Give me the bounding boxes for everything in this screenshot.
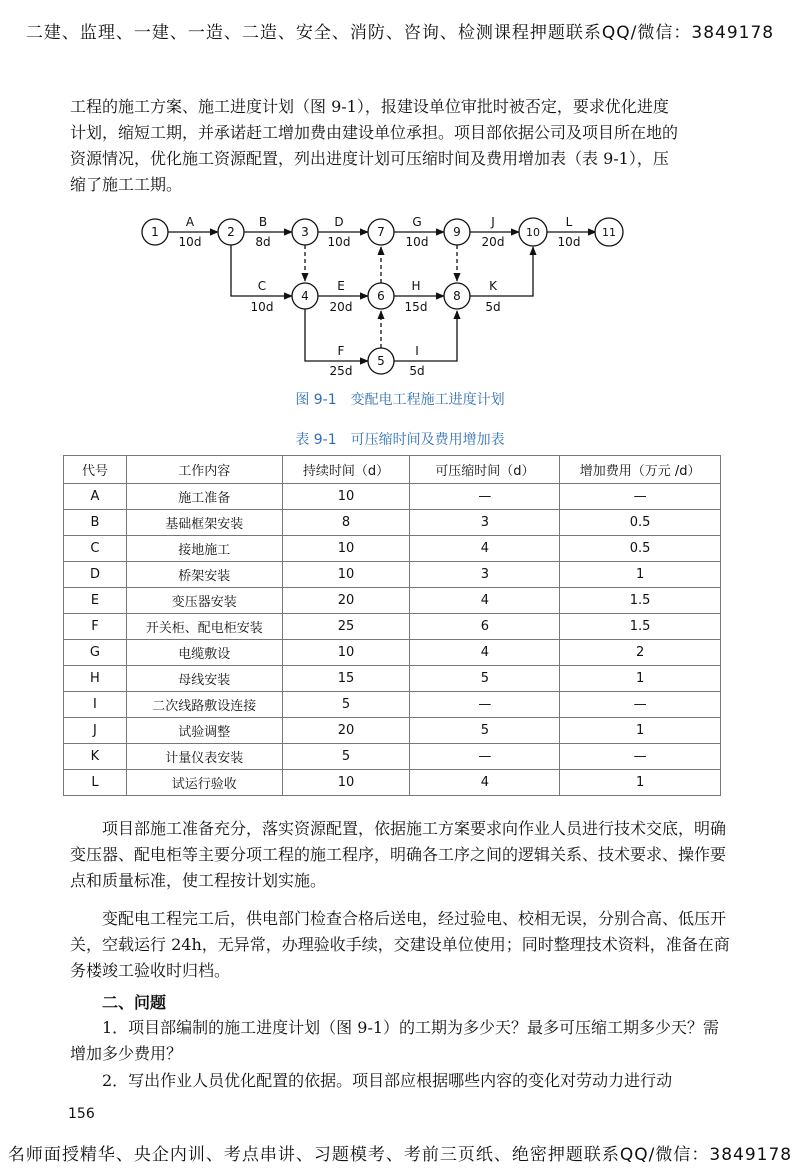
table-row [64,666,721,692]
table-cell: G [64,640,127,666]
table-cell: 5 [282,692,410,718]
column-header: 代号 [64,456,127,484]
node-label: 1 [151,225,159,239]
table-cell: 25 [282,614,410,640]
arrow-k [470,247,533,296]
table-cell: 5 [282,744,410,770]
activity-name: L [565,215,573,229]
table-cell: 3 [410,562,560,588]
activity-duration: 10d [178,235,202,249]
table-row [64,588,721,614]
table-cell: 0.5 [560,510,721,536]
table-cell: J [64,718,127,744]
table-cell: 6 [410,614,560,640]
table-cell: 15 [282,666,410,692]
table-cell: K [64,744,127,770]
table-body [64,484,721,796]
table-cell: 电缆敷设 [126,640,282,666]
table-cell: 接地施工 [126,536,282,562]
table-cell: 二次线路敷设连接 [126,692,282,718]
table-cell: — [410,484,560,510]
activity-name: I [415,344,419,358]
table-cell: 10 [282,770,410,796]
body-paragraph: 项目部施工准备充分，落实资源配置，依据施工方案要求向作业人员进行技术交底，明确变压器、配电柜等主要分项工程的施工程序，明确各工序之间的逻辑关系、技术要求、操作要点和质量标准，使工程按计划实施。 [70,819,727,890]
table-cell: 20 [282,588,410,614]
table-header-row [64,456,721,484]
activity-duration: 10d [405,235,429,249]
figure-caption: 图 9-1 变配电工程施工进度计划 [295,392,505,408]
node-label: 3 [301,225,309,239]
table-row [64,692,721,718]
table-cell: E [64,588,127,614]
section-title: 二、问题 [102,993,167,1012]
activity-duration: 10d [250,300,274,314]
table-cell: I [64,692,127,718]
activity-name: B [258,215,268,229]
activity-name: H [411,279,421,293]
activity-duration: 5d [485,300,501,314]
arrow-f [305,309,368,361]
node-label: 10 [526,226,540,239]
page-footer-banner: 名师面授精华、央企内训、考点串讲、习题模考、考前三页纸、绝密押题联系QQ/微信：3849178 [7,1145,793,1165]
question-item: 1．项目部编制的施工进度计划（图 9-1）的工期为多少天？最多可压缩工期多少天？需增加多少费用？ [70,1018,720,1063]
activity-name: E [337,279,345,293]
activity-duration: 20d [481,235,505,249]
node-label: 2 [227,225,235,239]
activity-duration: 20d [329,300,353,314]
table-cell: 1 [560,562,721,588]
activity-name: A [185,215,195,229]
column-header: 持续时间（d） [282,456,410,484]
table-cell: — [410,692,560,718]
table-cell: 1 [560,666,721,692]
table-row [64,510,721,536]
body-paragraph: 变配电工程完工后，供电部门检查合格后送电，经过验电、校相无误，分别合高、低压开关，空载运行 24h，无异常，办理验收手续，交建设单位使用；同时整理技术资料，准备在商务楼竣工验收时归档。 [70,909,730,980]
table-cell: 10 [282,536,410,562]
table-cell: 5 [410,718,560,744]
network-diagram [130,205,640,385]
table-caption: 表 9-1 可压缩时间及费用增加表 [295,432,505,448]
table-cell: — [560,692,721,718]
node-label: 11 [602,226,616,239]
table-cell: 10 [282,640,410,666]
table-row [64,640,721,666]
table-row [64,484,721,510]
intro-line: 资源情况，优化施工资源配置，列出进度计划可压缩时间及费用增加表（表 9-1），压 [70,149,669,168]
node-label: 9 [453,225,461,239]
table-cell: 4 [410,770,560,796]
table-cell: 1.5 [560,588,721,614]
node-label: 7 [377,225,385,239]
table-cell: — [560,744,721,770]
table-cell: B [64,510,127,536]
table-row [64,744,721,770]
activity-name: D [334,215,344,229]
table-cell: 2 [560,640,721,666]
page-header-banner: 二建、监理、一建、一造、二造、安全、消防、咨询、检测课程押题联系QQ/微信：3849178 [25,23,775,43]
activity-duration: 5d [409,364,425,378]
table-cell: 3 [410,510,560,536]
table-cell: F [64,614,127,640]
table-cell: — [560,484,721,510]
table-cell: D [64,562,127,588]
table-cell: 1 [560,718,721,744]
table-cell: 0.5 [560,536,721,562]
table-cell: 10 [282,562,410,588]
table-cell: 母线安装 [126,666,282,692]
table-cell: 基础框架安装 [126,510,282,536]
table-cell: 4 [410,640,560,666]
activity-name: F [337,344,345,358]
table-cell: 10 [282,484,410,510]
page-number: 156 [68,1106,95,1122]
intro-line: 工程的施工方案、施工进度计划（图 9-1），报建设单位审批时被否定，要求优化进度 [70,97,669,116]
table-cell: H [64,666,127,692]
activity-duration: 15d [404,300,428,314]
column-header: 增加费用（万元 /d） [560,456,721,484]
arrow-i [394,311,457,361]
table-cell: C [64,536,127,562]
table-cell: 计量仪表安装 [126,744,282,770]
table-cell: 变压器安装 [126,588,282,614]
table-cell: L [64,770,127,796]
table-cell: 施工准备 [126,484,282,510]
node-label: 5 [377,354,385,368]
table-cell: 4 [410,588,560,614]
table-cell: 桥架安装 [126,562,282,588]
column-header: 工作内容 [126,456,282,484]
table-cell: 开关柜、配电柜安装 [126,614,282,640]
activity-duration: 8d [255,235,271,249]
node-label: 6 [377,289,385,303]
table-row [64,718,721,744]
compression-table [63,455,721,796]
table-cell: 20 [282,718,410,744]
node-label: 4 [301,289,309,303]
table-row [64,536,721,562]
table-cell: — [410,744,560,770]
table-cell: 1 [560,770,721,796]
activity-name: J [491,215,495,229]
intro-line: 计划，缩短工期，并承诺赶工增加费由建设单位承担。项目部依据公司及项目所在地的 [70,123,679,142]
table-cell: 试运行验收 [126,770,282,796]
table-cell: 8 [282,510,410,536]
table-row [64,770,721,796]
activity-duration: 10d [557,235,581,249]
node-label: 8 [453,289,461,303]
table-cell: 5 [410,666,560,692]
activity-name: C [257,279,267,293]
table-cell: A [64,484,127,510]
table-cell: 1.5 [560,614,721,640]
column-header: 可压缩时间（d） [410,456,560,484]
table-cell: 4 [410,536,560,562]
table-cell: 试验调整 [126,718,282,744]
activity-duration: 25d [329,364,353,378]
activity-duration: 10d [327,235,351,249]
intro-line: 缩了施工工期。 [70,175,183,194]
activity-name: G [412,215,422,229]
activity-name: K [489,279,497,293]
question-item: 2．写出作业人员优化配置的依据。项目部应根据哪些内容的变化对劳动力进行动 [102,1071,673,1090]
table-row [64,562,721,588]
table-row [64,614,721,640]
